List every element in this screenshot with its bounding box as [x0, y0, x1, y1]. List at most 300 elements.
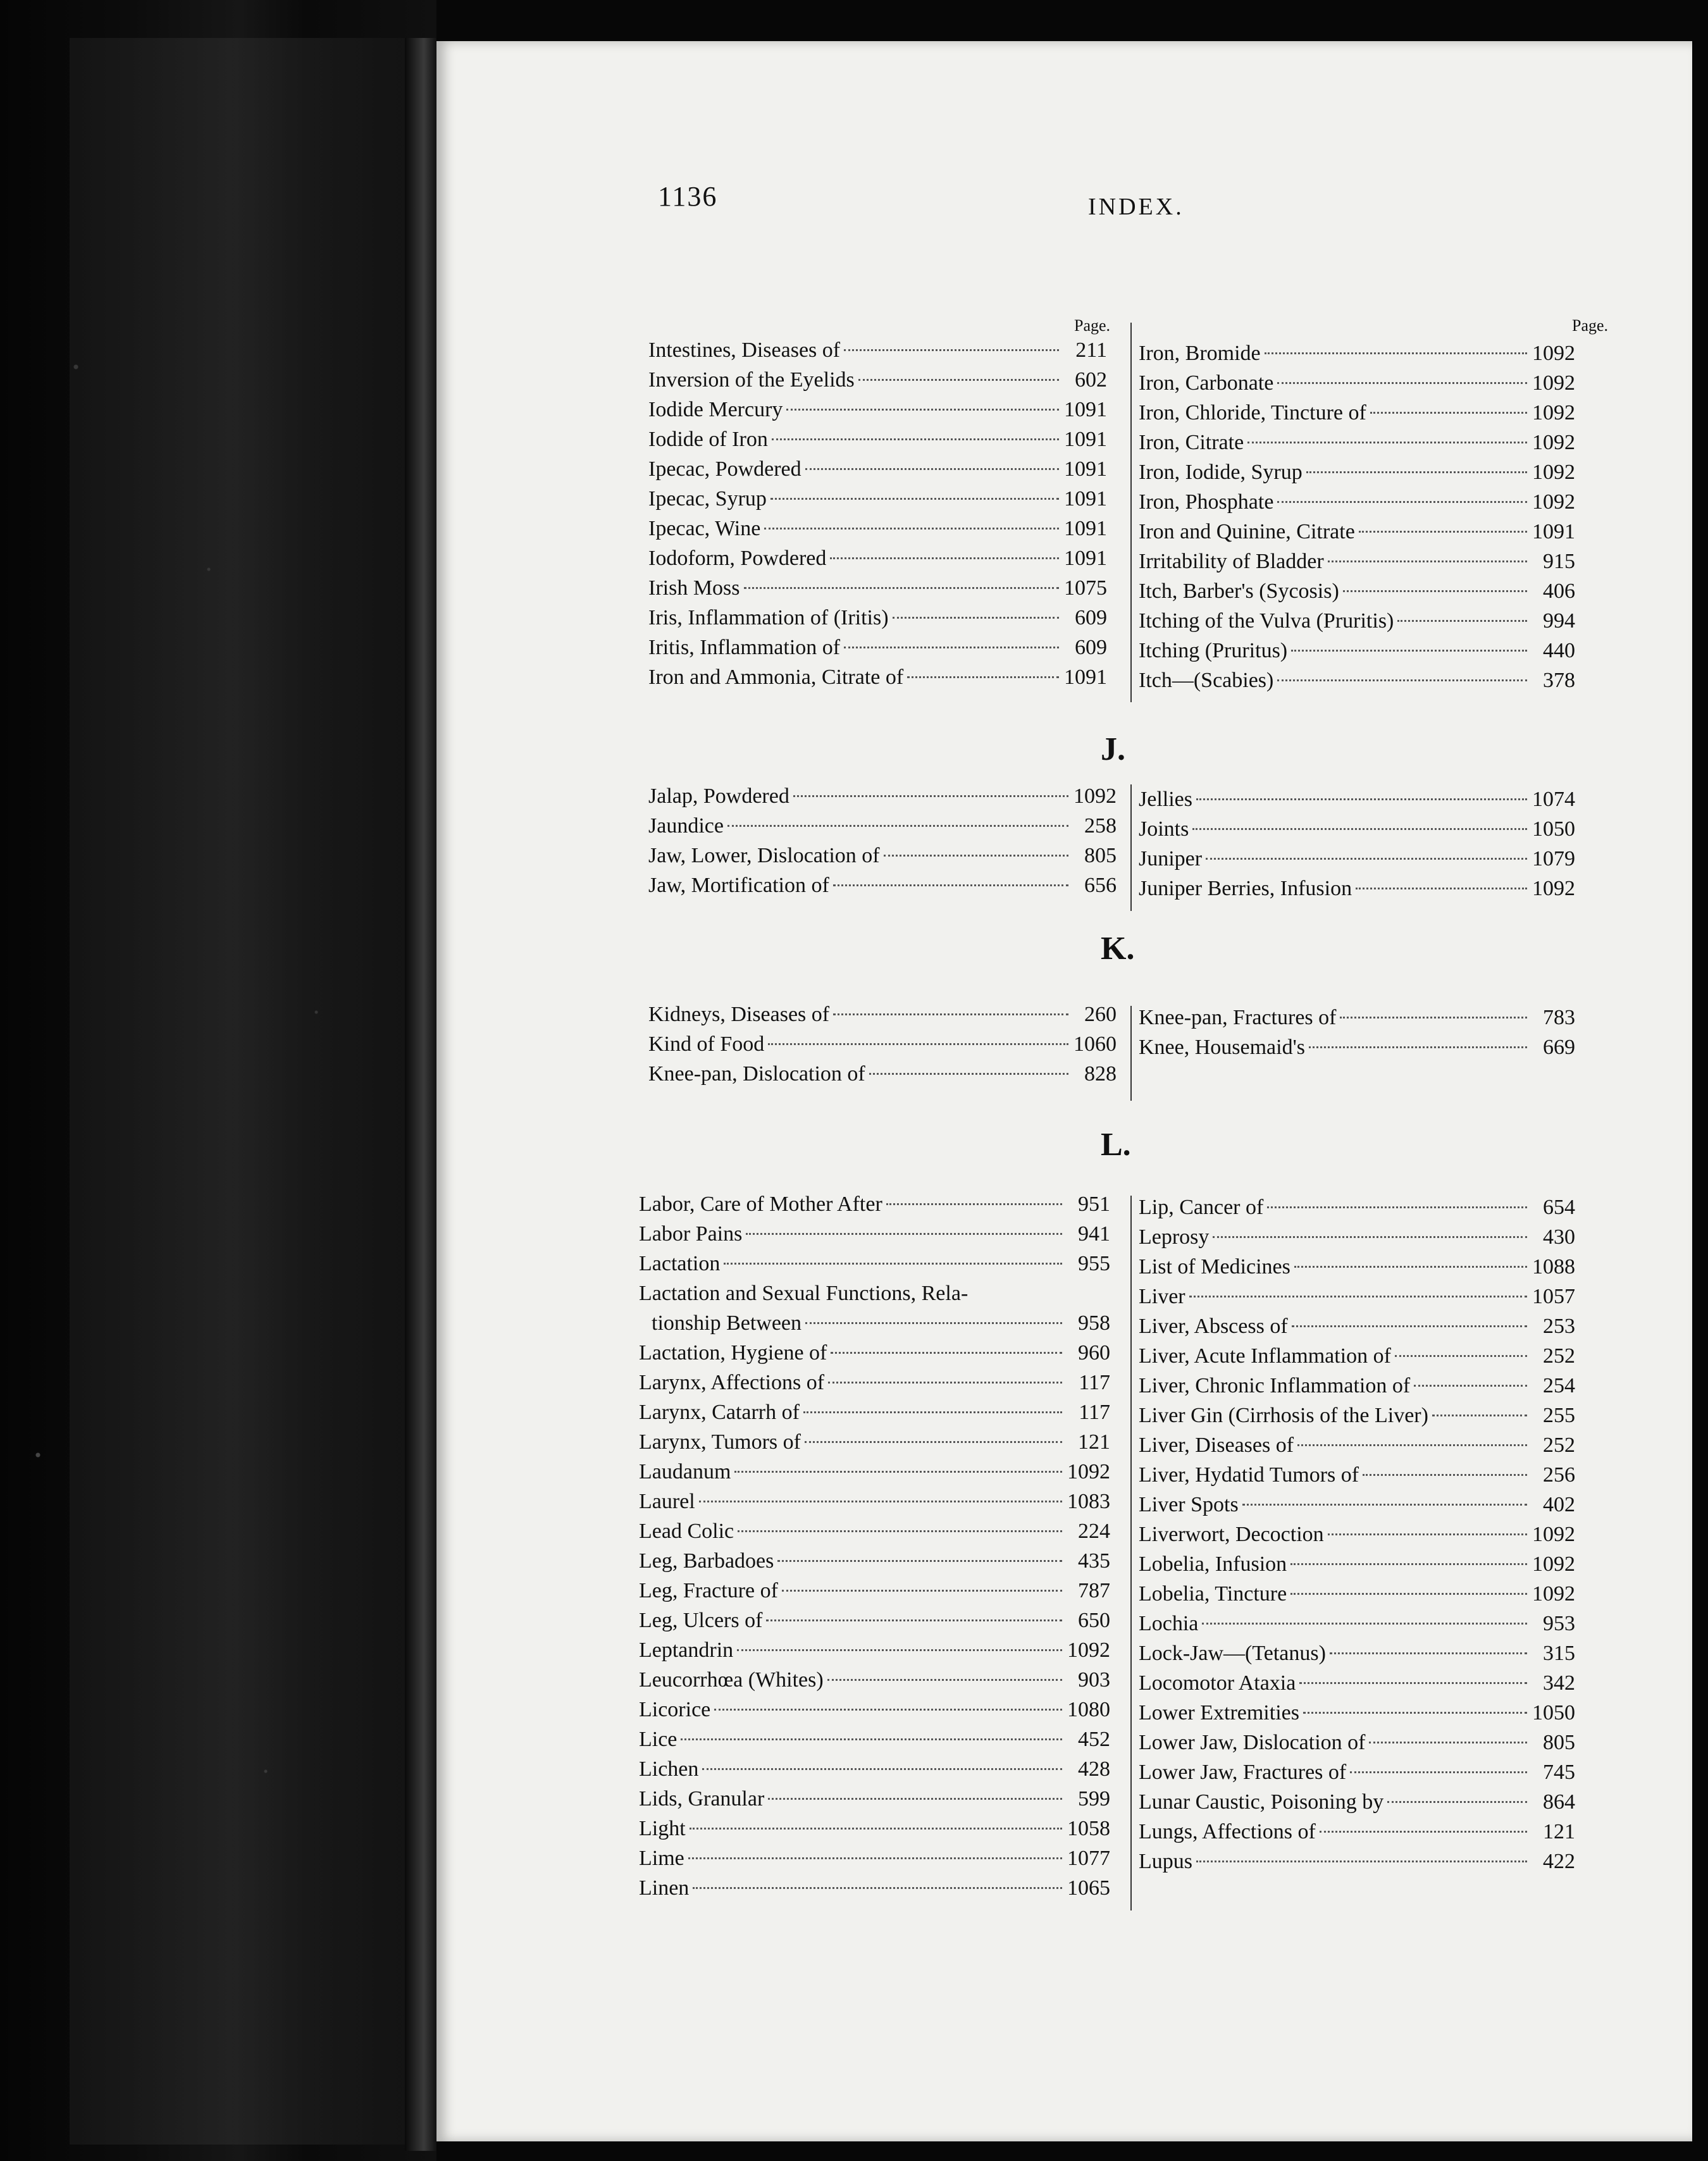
dot-leader	[714, 1709, 1062, 1711]
dot-leader	[793, 795, 1068, 797]
index-entry	[639, 1308, 1110, 1338]
dot-leader	[893, 617, 1059, 619]
index-term: Liver Gin (Cirrhosis of the Liver)	[1139, 1404, 1428, 1427]
dot-leader	[1306, 471, 1527, 473]
index-term: Iris, Inflammation of (Iritis)	[648, 606, 889, 629]
dot-leader	[702, 1768, 1062, 1770]
index-page-ref: 1050	[1532, 817, 1575, 841]
index-entry	[639, 1784, 1110, 1814]
dot-leader	[1192, 828, 1527, 830]
index-entry	[648, 365, 1107, 395]
dot-leader	[1299, 1682, 1527, 1684]
index-entry	[639, 1457, 1110, 1487]
index-term: Kidneys, Diseases of	[648, 1003, 830, 1026]
dot-leader	[777, 1560, 1062, 1562]
index-page-ref: 402	[1543, 1493, 1575, 1516]
index-term: Lichen	[639, 1757, 699, 1781]
dot-leader	[727, 825, 1068, 827]
dot-leader	[884, 855, 1068, 857]
index-column-right	[1139, 784, 1575, 903]
index-entry	[1139, 1490, 1575, 1520]
index-term: Lead Colic	[639, 1520, 734, 1543]
dot-leader	[1202, 1623, 1527, 1625]
dot-leader	[1297, 1444, 1527, 1446]
page-label-right: Page.	[1572, 316, 1609, 335]
dot-leader	[805, 1322, 1062, 1324]
index-entry	[648, 484, 1107, 514]
index-entry	[648, 424, 1107, 454]
dot-leader	[1397, 620, 1527, 622]
dot-leader	[764, 528, 1059, 529]
index-term: Leg, Ulcers of	[639, 1609, 763, 1632]
index-page-ref: 1065	[1067, 1876, 1110, 1900]
index-page-ref: 609	[1075, 636, 1107, 659]
dot-leader	[768, 1798, 1062, 1800]
index-term: Leg, Fracture of	[639, 1579, 778, 1602]
index-term: Leg, Barbadoes	[639, 1549, 774, 1573]
index-page-ref: 1092	[1532, 401, 1575, 424]
index-page-ref: 951	[1078, 1192, 1110, 1216]
index-page-ref: 1091	[1064, 457, 1107, 481]
index-page-ref: 1092	[1532, 1552, 1575, 1576]
index-page-ref: 656	[1084, 874, 1117, 897]
dot-leader	[1247, 442, 1527, 443]
index-page-ref: 1091	[1064, 428, 1107, 451]
index-entry	[648, 870, 1117, 900]
dot-leader	[805, 1441, 1062, 1443]
dot-leader	[746, 1233, 1062, 1235]
index-entry	[648, 543, 1107, 573]
index-term: Liverwort, Decoction	[1139, 1523, 1324, 1546]
index-column-left	[648, 335, 1107, 692]
index-entry	[648, 841, 1117, 870]
index-entry	[1139, 1520, 1575, 1549]
index-term: Larynx, Catarrh of	[639, 1401, 800, 1424]
index-entry	[648, 1000, 1117, 1029]
dot-leader	[1363, 1474, 1527, 1476]
dot-leader	[770, 498, 1059, 500]
dot-leader	[768, 1043, 1068, 1045]
dot-leader	[830, 557, 1059, 559]
index-entry	[1139, 547, 1575, 576]
index-page-ref: 342	[1543, 1671, 1575, 1695]
index-entry	[1139, 338, 1575, 368]
index-page-ref: 1091	[1064, 487, 1107, 511]
index-entry	[648, 603, 1107, 633]
index-entry	[1139, 1698, 1575, 1728]
dot-leader	[844, 349, 1059, 351]
index-page-ref: 406	[1543, 579, 1575, 603]
index-term: Iron, Phosphate	[1139, 490, 1274, 514]
column-divider	[1130, 1006, 1132, 1101]
index-entry	[1139, 1430, 1575, 1460]
page-label-left: Page.	[1074, 316, 1111, 335]
index-term: Iron, Carbonate	[1139, 371, 1274, 395]
index-term: Iron and Quinine, Citrate	[1139, 520, 1355, 543]
index-term: Jalap, Powdered	[648, 784, 789, 808]
index-term: Larynx, Affections of	[639, 1371, 825, 1394]
dot-leader	[1350, 1771, 1527, 1773]
index-entry	[1139, 1192, 1575, 1222]
dot-leader	[1387, 1801, 1527, 1803]
index-entry	[1139, 1032, 1575, 1062]
index-page-ref: 1092	[1532, 461, 1575, 484]
index-term: Larynx, Tumors of	[639, 1430, 801, 1454]
dot-leader	[693, 1887, 1062, 1889]
index-entry	[1139, 1252, 1575, 1282]
dot-leader	[734, 1471, 1062, 1473]
book-spine	[405, 38, 436, 2151]
index-term: Iritis, Inflammation of	[648, 636, 841, 659]
index-page-ref: 224	[1078, 1520, 1110, 1543]
index-entry	[1139, 1757, 1575, 1787]
dot-leader	[1328, 1533, 1527, 1535]
index-entry	[639, 1249, 1110, 1279]
dot-leader	[1290, 1593, 1527, 1595]
index-page-ref: 1091	[1064, 666, 1107, 689]
index-entry	[1139, 1341, 1575, 1371]
index-page-ref: 650	[1078, 1609, 1110, 1632]
index-page-ref: 252	[1543, 1344, 1575, 1368]
index-entry	[639, 1576, 1110, 1606]
dot-leader	[1340, 1017, 1527, 1019]
dot-leader	[1196, 798, 1527, 800]
dot-leader	[886, 1203, 1062, 1205]
index-page-ref: 1050	[1532, 1701, 1575, 1724]
index-entry	[639, 1516, 1110, 1546]
index-term: Itching (Pruritus)	[1139, 639, 1288, 662]
index-term: Jellies	[1139, 788, 1192, 811]
index-term: Lice	[639, 1728, 678, 1751]
index-entry	[1139, 576, 1575, 606]
dot-leader	[1267, 1206, 1527, 1208]
index-entry	[1139, 1401, 1575, 1430]
index-entry	[1139, 784, 1575, 814]
index-entry	[639, 1397, 1110, 1427]
index-page-ref: 117	[1079, 1401, 1110, 1424]
index-page-ref: 828	[1084, 1062, 1117, 1086]
index-entry	[639, 1546, 1110, 1576]
index-term: Iron, Iodide, Syrup	[1139, 461, 1303, 484]
index-entry	[1139, 368, 1575, 398]
index-page-ref: 787	[1078, 1579, 1110, 1602]
index-term: Kind of Food	[648, 1032, 765, 1056]
column-divider	[1130, 784, 1132, 911]
index-page-ref: 1091	[1064, 517, 1107, 540]
index-page-ref: 654	[1543, 1196, 1575, 1219]
index-entry	[639, 1754, 1110, 1784]
index-term: Iron, Citrate	[1139, 431, 1244, 454]
index-page-ref: 805	[1543, 1731, 1575, 1754]
index-term: Iron, Bromide	[1139, 342, 1261, 365]
index-entry	[639, 1724, 1110, 1754]
index-page-ref: 1092	[1532, 342, 1575, 365]
index-term: Irish Moss	[648, 576, 740, 600]
index-page-ref: 1092	[1532, 1523, 1575, 1546]
index-page-ref: 1091	[1064, 398, 1107, 421]
index-entry	[1139, 1311, 1575, 1341]
index-page-ref: 121	[1543, 1820, 1575, 1843]
index-term: Liver, Diseases of	[1139, 1433, 1294, 1457]
index-entry	[1139, 428, 1575, 457]
index-page-ref: 452	[1078, 1728, 1110, 1751]
dot-leader	[1309, 1046, 1527, 1048]
dot-leader	[1277, 679, 1527, 681]
index-page-ref: 253	[1543, 1315, 1575, 1338]
dot-leader	[1277, 501, 1527, 503]
dot-leader	[827, 1679, 1062, 1681]
index-term: Liver	[1139, 1285, 1185, 1308]
index-entry	[1139, 1549, 1575, 1579]
dot-leader	[805, 468, 1059, 470]
index-term: Lower Jaw, Fractures of	[1139, 1761, 1347, 1784]
index-page-ref: 1092	[1074, 784, 1117, 808]
index-term: Ipecac, Powdered	[648, 457, 801, 481]
index-entry	[1139, 1847, 1575, 1876]
index-term: Laudanum	[639, 1460, 731, 1483]
index-page-ref: 1080	[1067, 1698, 1110, 1721]
index-page-ref: 422	[1543, 1850, 1575, 1873]
index-page-ref: 1077	[1067, 1847, 1110, 1870]
index-entry	[1139, 398, 1575, 428]
index-page-ref: 1092	[1532, 1582, 1575, 1606]
letter-heading-k: K.	[1101, 931, 1135, 967]
index-entry	[648, 335, 1107, 365]
index-entry	[1139, 814, 1575, 844]
index-entry	[1139, 1728, 1575, 1757]
index-term: Itching of the Vulva (Pruritis)	[1139, 609, 1394, 633]
dot-leader	[1369, 1742, 1527, 1743]
index-term: Lactation	[639, 1252, 721, 1275]
index-page-ref: 435	[1078, 1549, 1110, 1573]
dot-leader	[744, 587, 1059, 589]
index-entry	[1139, 1817, 1575, 1847]
index-term: Juniper Berries, Infusion	[1139, 877, 1352, 900]
index-page-ref: 378	[1543, 669, 1575, 692]
dot-leader	[772, 438, 1059, 440]
dot-leader	[1343, 590, 1527, 592]
index-term: Labor, Care of Mother After	[639, 1192, 882, 1216]
index-entry	[1139, 844, 1575, 874]
index-term: Liver, Chronic Inflammation of	[1139, 1374, 1411, 1397]
index-column-right	[1139, 1192, 1575, 1876]
index-term: Lids, Granular	[639, 1787, 765, 1811]
index-term: Lime	[639, 1847, 684, 1870]
index-term: Iron, Chloride, Tincture of	[1139, 401, 1366, 424]
index-page-ref: 609	[1075, 606, 1107, 629]
index-entry	[639, 1695, 1110, 1724]
index-term: Knee-pan, Fractures of	[1139, 1006, 1337, 1029]
index-column-left	[639, 1189, 1110, 1903]
index-entry	[639, 1814, 1110, 1843]
index-entry	[1139, 1638, 1575, 1668]
index-page-ref: 252	[1543, 1433, 1575, 1457]
column-divider	[1130, 1196, 1132, 1910]
dot-leader	[1189, 1296, 1527, 1297]
cover-board	[70, 38, 424, 2145]
index-entry	[639, 1338, 1110, 1368]
dot-leader	[1320, 1831, 1527, 1833]
index-entry	[1139, 1579, 1575, 1609]
index-entry	[639, 1368, 1110, 1397]
index-page-ref: 903	[1078, 1668, 1110, 1692]
index-entry	[1139, 606, 1575, 636]
dot-leader	[786, 409, 1059, 411]
dot-leader	[1395, 1355, 1527, 1357]
index-page-ref: 960	[1078, 1341, 1110, 1365]
index-entry	[1139, 1668, 1575, 1698]
index-entry	[1139, 636, 1575, 666]
index-entry	[639, 1606, 1110, 1635]
dot-leader	[1359, 531, 1527, 533]
index-page-ref: 1092	[1067, 1638, 1110, 1662]
index-entry	[639, 1427, 1110, 1457]
dot-leader	[1303, 1712, 1527, 1714]
index-entry	[1139, 517, 1575, 547]
index-entry	[648, 573, 1107, 603]
index-term: Licorice	[639, 1698, 711, 1721]
index-page-ref: 258	[1084, 814, 1117, 838]
index-page-ref: 669	[1543, 1036, 1575, 1059]
index-entry	[1139, 1460, 1575, 1490]
dot-leader	[1196, 1861, 1527, 1862]
index-page-ref: 440	[1543, 639, 1575, 662]
index-entry	[1139, 1282, 1575, 1311]
index-term: Lobelia, Infusion	[1139, 1552, 1287, 1576]
dot-leader	[1206, 858, 1527, 860]
index-page-ref: 256	[1543, 1463, 1575, 1487]
index-page-ref: 1058	[1067, 1817, 1110, 1840]
index-term: Intestines, Diseases of	[648, 338, 841, 362]
index-term: Lower Jaw, Dislocation of	[1139, 1731, 1366, 1754]
index-page-ref: 1091	[1064, 547, 1107, 570]
index-page-ref: 1092	[1532, 877, 1575, 900]
index-entry	[639, 1665, 1110, 1695]
index-page-ref: 254	[1543, 1374, 1575, 1397]
index-page-ref: 117	[1079, 1371, 1110, 1394]
index-term: Iron and Ammonia, Citrate of	[648, 666, 904, 689]
index-term: Jaw, Mortification of	[648, 874, 829, 897]
index-term: Lunar Caustic, Poisoning by	[1139, 1790, 1384, 1814]
index-term: Lactation, Hygiene of	[639, 1341, 827, 1365]
index-entry	[648, 781, 1117, 811]
dot-leader	[1277, 382, 1527, 384]
index-term: Ipecac, Syrup	[648, 487, 767, 511]
index-term: Liver, Hydatid Tumors of	[1139, 1463, 1359, 1487]
dot-leader	[699, 1501, 1062, 1502]
index-term: Lower Extremities	[1139, 1701, 1299, 1724]
index-entry	[1139, 1003, 1575, 1032]
index-entry	[648, 514, 1107, 543]
index-term: Itch, Barber's (Sycosis)	[1139, 579, 1339, 603]
index-page-ref: 941	[1078, 1222, 1110, 1246]
letter-heading-l: L.	[1101, 1127, 1131, 1163]
index-page-ref: 1091	[1532, 520, 1575, 543]
page-number: 1136	[658, 181, 718, 212]
dot-leader	[858, 379, 1059, 381]
dot-leader	[907, 676, 1059, 678]
index-entry	[648, 454, 1107, 484]
dot-leader	[1370, 412, 1527, 414]
index-page-ref: 745	[1543, 1761, 1575, 1784]
index-column-left	[648, 1000, 1117, 1089]
index-term: Iodide Mercury	[648, 398, 783, 421]
index-entry	[639, 1843, 1110, 1873]
running-head: INDEX.	[1088, 194, 1184, 220]
column-divider	[1130, 323, 1132, 702]
dot-leader	[1432, 1415, 1527, 1416]
dot-leader	[869, 1073, 1068, 1075]
index-term: Lactation and Sexual Functions, Rela-	[639, 1282, 968, 1305]
index-page-ref: 1083	[1067, 1490, 1110, 1513]
index-term: Lock-Jaw—(Tetanus)	[1139, 1642, 1326, 1665]
dot-leader	[690, 1828, 1062, 1830]
index-term: Lungs, Affections of	[1139, 1820, 1316, 1843]
index-page-ref: 1060	[1074, 1032, 1117, 1056]
index-term: Lobelia, Tincture	[1139, 1582, 1287, 1606]
index-term: Jaw, Lower, Dislocation of	[648, 844, 880, 867]
index-term: Linen	[639, 1876, 690, 1900]
index-page-ref: 1075	[1064, 576, 1107, 600]
dot-leader	[833, 884, 1068, 886]
index-term: Itch—(Scabies)	[1139, 669, 1274, 692]
index-page-ref: 260	[1084, 1003, 1117, 1026]
index-entry	[639, 1873, 1110, 1903]
index-entry	[639, 1635, 1110, 1665]
index-term: Ipecac, Wine	[648, 517, 761, 540]
index-page-ref: 994	[1543, 609, 1575, 633]
letter-heading-j: J.	[1101, 731, 1125, 767]
index-page-ref: 1092	[1532, 490, 1575, 514]
index-page-ref: 915	[1543, 550, 1575, 573]
index-entry	[1139, 874, 1575, 903]
dot-leader	[681, 1738, 1062, 1740]
index-page-ref: 255	[1543, 1404, 1575, 1427]
index-term: tionship Between	[652, 1311, 802, 1335]
index-column-left	[648, 781, 1117, 900]
dot-leader	[1292, 1325, 1527, 1327]
dot-leader	[1213, 1236, 1527, 1238]
dot-leader	[1356, 888, 1527, 889]
index-term: Liver, Acute Inflammation of	[1139, 1344, 1391, 1368]
index-term: Knee, Housemaid's	[1139, 1036, 1305, 1059]
index-term: Laurel	[639, 1490, 695, 1513]
index-term: List of Medicines	[1139, 1255, 1290, 1279]
dot-leader	[831, 1352, 1062, 1354]
index-term: Liver, Abscess of	[1139, 1315, 1288, 1338]
index-page-ref: 315	[1543, 1642, 1575, 1665]
index-entry	[639, 1487, 1110, 1516]
index-page-ref: 121	[1078, 1430, 1110, 1454]
index-page-ref: 1057	[1532, 1285, 1575, 1308]
index-page	[436, 41, 1692, 2141]
dot-leader	[1328, 560, 1527, 562]
index-page-ref: 430	[1543, 1225, 1575, 1249]
index-page-ref: 805	[1084, 844, 1117, 867]
index-term: Irritability of Bladder	[1139, 550, 1324, 573]
dot-leader	[1291, 650, 1527, 652]
index-entry	[1139, 1787, 1575, 1817]
dot-leader	[724, 1263, 1062, 1265]
dot-leader	[1414, 1385, 1527, 1387]
index-page-ref: 1074	[1532, 788, 1575, 811]
index-entry	[1139, 666, 1575, 695]
index-page-ref: 599	[1078, 1787, 1110, 1811]
index-entry	[1139, 457, 1575, 487]
index-term: Locomotor Ataxia	[1139, 1671, 1296, 1695]
index-term: Lupus	[1139, 1850, 1192, 1873]
index-term: Joints	[1139, 817, 1189, 841]
